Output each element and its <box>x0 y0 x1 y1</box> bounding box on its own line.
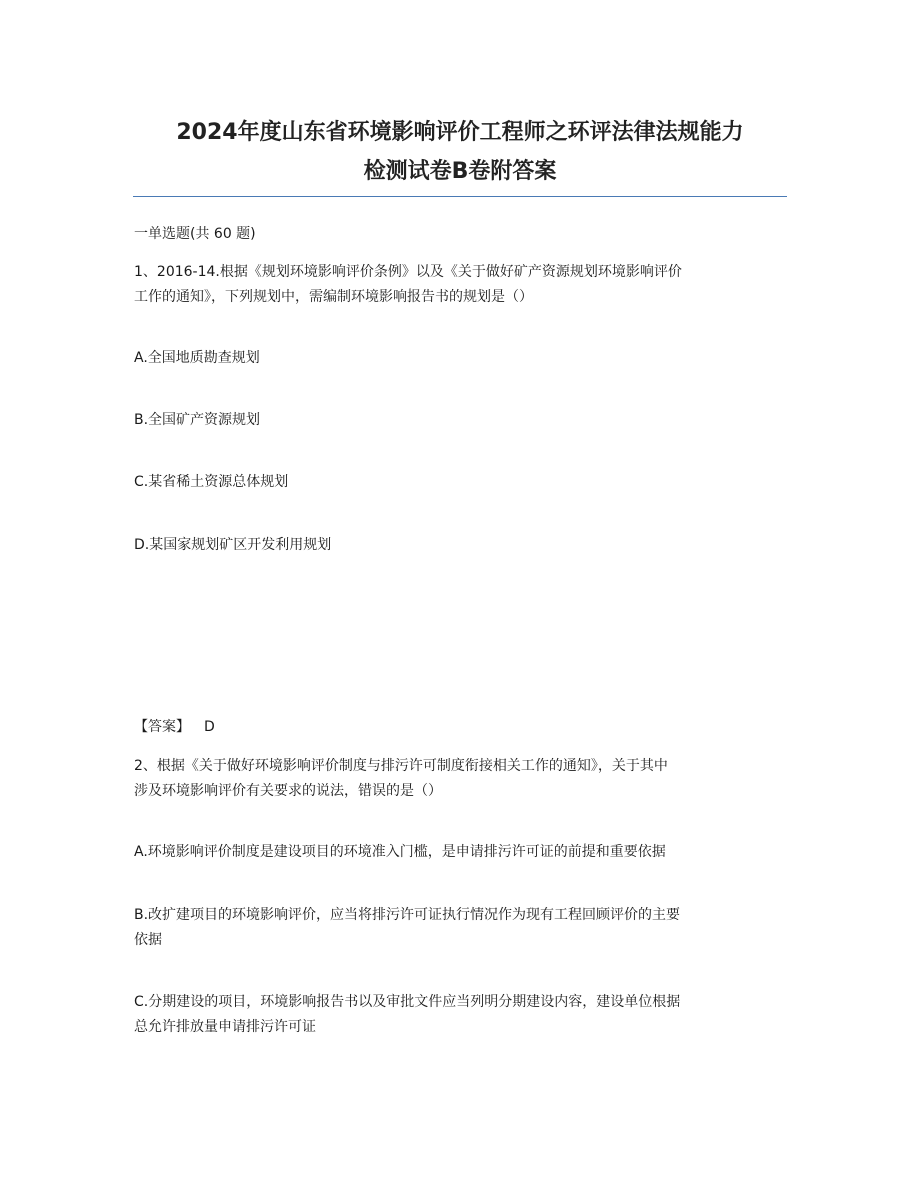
title-divider <box>133 196 787 197</box>
question-1-option-d: D.某国家规划矿区开发利用规划 <box>134 537 332 553</box>
question-1-answer <box>134 717 794 737</box>
question-2-option-c-line-2: 总允许排放量申请排污许可证 <box>134 1019 316 1035</box>
question-2-option-b-line-1: B.改扩建项目的环境影响评价，应当将排污许可证执行情况作为现有工程回顾评价的主要 <box>134 907 681 923</box>
answer-label: 【答案】 <box>134 719 190 735</box>
question-1-stem-line-1: 1、2016-14.根据《规划环境影响评价条例》以及《关于做好矿产资源规划环境影响评价 <box>134 264 682 280</box>
question-2-option-a: A.环境影响评价制度是建设项目的环境准入门槛，是申请排污许可证的前提和重要依据 <box>134 844 666 860</box>
section-heading: 一单选题(共 60 题) <box>134 226 256 242</box>
question-2-stem-line-1: 2、根据《关于做好环境影响评价制度与排污许可制度衔接相关工作的通知》，关于其中 <box>134 758 668 774</box>
question-1-option-a: A.全国地质勘查规划 <box>134 350 260 366</box>
question-1-option-b: B.全国矿产资源规划 <box>134 412 261 428</box>
document-title-line-1: 2024年度山东省环境影响评价工程师之环评法律法规能力 <box>176 120 744 145</box>
question-2-option-b-line-2: 依据 <box>134 932 162 948</box>
question-2-option-c-line-1: C.分期建设的项目，环境影响报告书以及审批文件应当列明分期建设内容，建设单位根据 <box>134 994 681 1010</box>
answer-value: D <box>204 719 215 735</box>
question-1-option-c: C.某省稀土资源总体规划 <box>134 474 289 490</box>
document-title-line-2: 检测试卷B卷附答案 <box>363 159 557 184</box>
question-2-stem-line-2: 涉及环境影响评价有关要求的说法，错误的是（） <box>134 783 442 799</box>
question-1-stem-line-2: 工作的通知》，下列规划中，需编制环境影响报告书的规划是（） <box>134 289 533 305</box>
